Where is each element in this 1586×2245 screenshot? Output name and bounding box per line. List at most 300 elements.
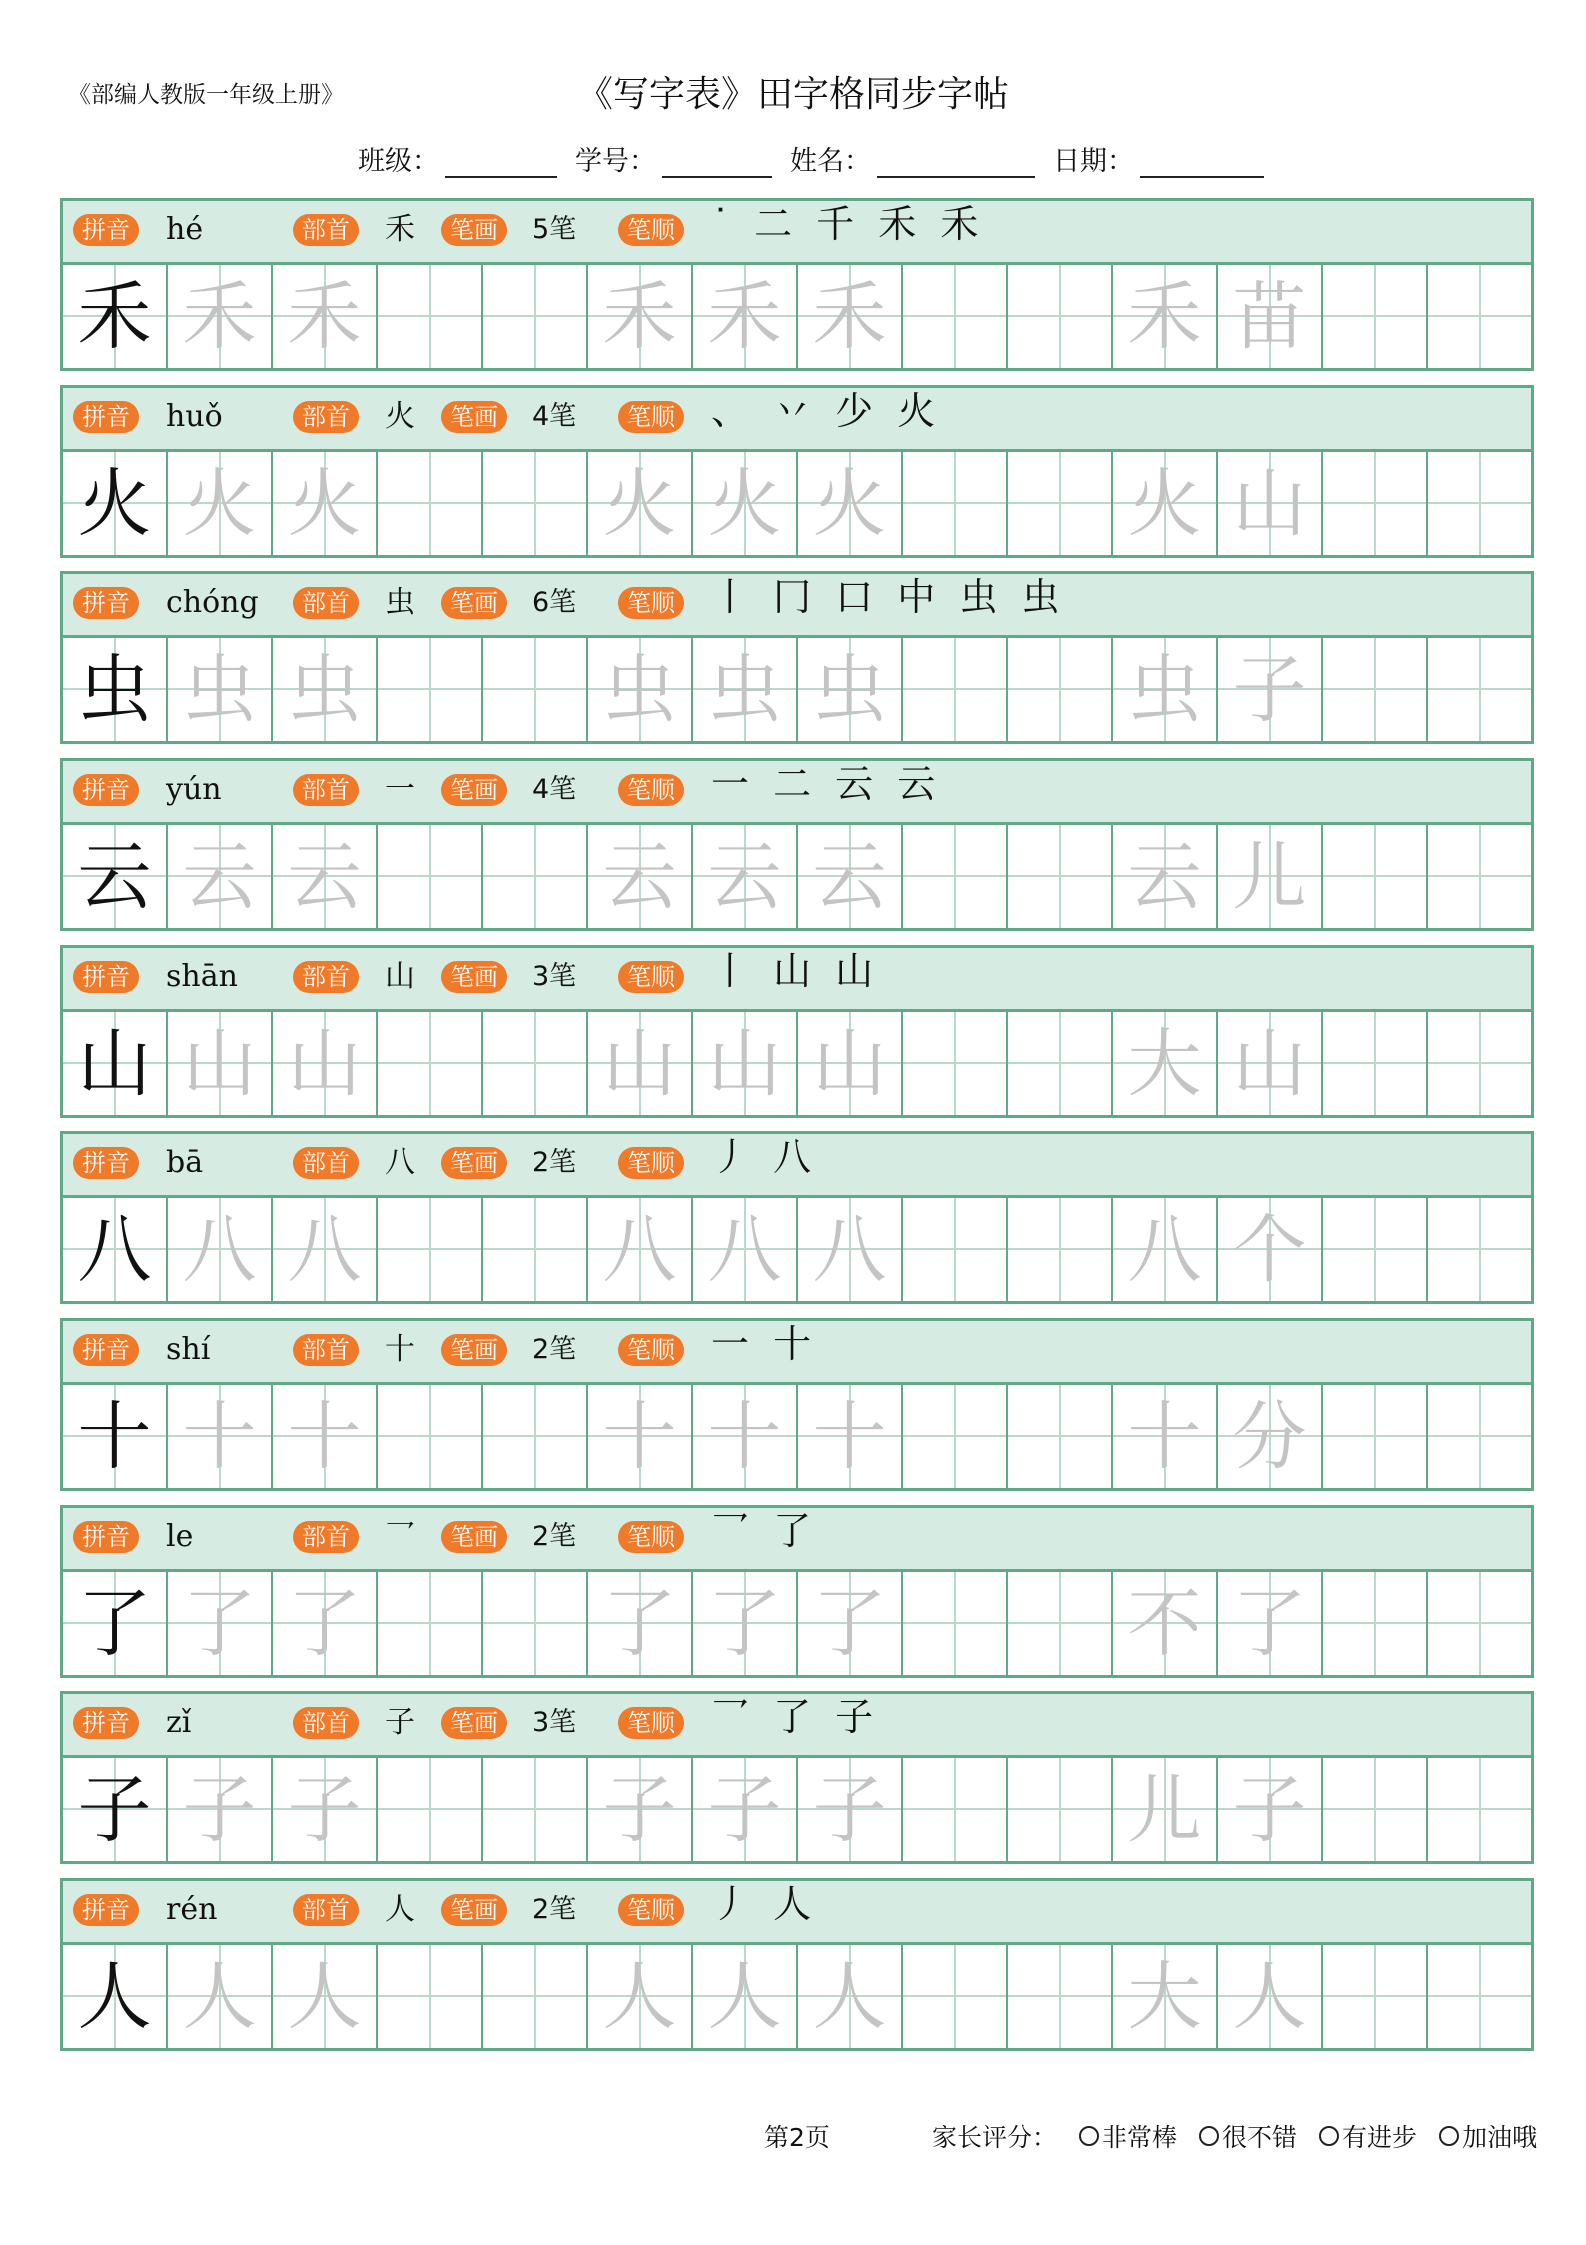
grid-cell — [693, 1572, 798, 1675]
rating-option-label: 非常棒 — [1102, 2123, 1178, 2152]
strokes-value: 6笔 — [532, 587, 577, 618]
grid-cell — [273, 825, 378, 928]
model-character: 山 — [77, 1020, 152, 1107]
order-badge: 笔顺 — [618, 1147, 684, 1179]
trace-character: 云 — [182, 833, 257, 920]
pinyin-badge: 拼音 — [73, 961, 139, 993]
circle-icon — [1439, 2126, 1459, 2146]
grid-cell — [273, 638, 378, 741]
grid-cell — [693, 452, 798, 555]
radical-badge: 部首 — [293, 401, 359, 433]
trace-character: 山 — [182, 1020, 257, 1107]
page-title: 《写字表》田字格同步字帖 — [576, 74, 1009, 115]
rating-option-label: 有进步 — [1342, 2123, 1418, 2152]
grid-cell[interactable] — [378, 1012, 483, 1115]
stroke-order: 乛 了 — [711, 1509, 818, 1553]
grid-cell[interactable] — [483, 265, 588, 368]
grid-cell[interactable] — [483, 1198, 588, 1301]
grid-cell[interactable] — [1323, 1572, 1428, 1675]
trace-character: 了 — [707, 1580, 782, 1667]
char-info-bar — [63, 948, 1531, 1012]
grid-cell[interactable] — [903, 265, 1008, 368]
student-no-line[interactable] — [662, 148, 772, 178]
strokes-badge: 笔画 — [441, 1707, 507, 1739]
strokes-badge: 笔画 — [441, 1147, 507, 1179]
radical-badge: 部首 — [293, 214, 359, 246]
trace-character: 八 — [812, 1206, 887, 1293]
date-line[interactable] — [1140, 148, 1264, 178]
trace-character: 子 — [182, 1766, 257, 1853]
grid-cell[interactable] — [1323, 1198, 1428, 1301]
trace-character: 人 — [812, 1953, 887, 2040]
circle-icon — [1319, 2126, 1339, 2146]
grid-cell — [588, 1385, 693, 1488]
grid-cell — [798, 1945, 903, 2048]
grid-cell — [1113, 1572, 1218, 1675]
word-character: 人 — [1232, 1953, 1307, 2040]
strokes-value: 2笔 — [532, 1521, 577, 1552]
class-label: 班级： — [358, 146, 439, 177]
grid-cell — [273, 1758, 378, 1861]
practice-grid — [63, 1385, 1531, 1488]
grid-cell[interactable] — [903, 1012, 1008, 1115]
trace-character: 火 — [287, 460, 362, 547]
pinyin-badge: 拼音 — [73, 1334, 139, 1366]
word-character: 十 — [1127, 1393, 1202, 1480]
grid-cell[interactable] — [903, 825, 1008, 928]
grid-cell — [693, 265, 798, 368]
radical-value: 一 — [385, 772, 415, 807]
stroke-order: 丿 人 — [711, 1882, 818, 1926]
trace-character: 山 — [812, 1020, 887, 1107]
grid-cell — [273, 1945, 378, 2048]
pinyin-value: shān — [166, 959, 238, 994]
grid-cell — [693, 1758, 798, 1861]
stroke-order: 丨 冂 口 中 虫 虫 — [711, 575, 1066, 619]
grid-cell — [1113, 1385, 1218, 1488]
word-character: 禾 — [1127, 273, 1202, 360]
char-block — [60, 758, 1534, 931]
grid-cell[interactable] — [1008, 265, 1113, 368]
grid-cell[interactable] — [483, 1758, 588, 1861]
grid-cell — [168, 1198, 273, 1301]
grid-cell — [798, 452, 903, 555]
word-character: 大 — [1127, 1953, 1202, 2040]
radical-value: 山 — [385, 959, 415, 994]
grid-cell[interactable] — [483, 638, 588, 741]
radical-badge: 部首 — [293, 774, 359, 806]
trace-character: 了 — [812, 1580, 887, 1667]
grid-cell[interactable] — [1428, 825, 1531, 928]
strokes-badge: 笔画 — [441, 214, 507, 246]
model-character: 了 — [77, 1580, 152, 1667]
word-character: 子 — [1232, 1766, 1307, 1853]
name-label: 姓名： — [790, 146, 871, 177]
grid-cell — [168, 825, 273, 928]
grid-cell — [1218, 1945, 1323, 2048]
radical-value: 禾 — [385, 212, 415, 247]
pinyin-badge: 拼音 — [73, 587, 139, 619]
grid-cell[interactable] — [1008, 1385, 1113, 1488]
grid-cell — [1218, 452, 1323, 555]
trace-character: 子 — [602, 1766, 677, 1853]
grid-cell[interactable] — [1428, 638, 1531, 741]
circle-icon — [1199, 2126, 1219, 2146]
grid-cell[interactable] — [378, 1385, 483, 1488]
grid-cell — [168, 1758, 273, 1861]
model-character: 云 — [77, 833, 152, 920]
trace-character: 十 — [707, 1393, 782, 1480]
stroke-order: 、 丷 少 火 — [711, 389, 942, 433]
grid-cell — [168, 638, 273, 741]
stroke-order: ˙ 二 千 禾 禾 — [711, 202, 985, 246]
grid-cell[interactable] — [1008, 452, 1113, 555]
trace-character: 火 — [602, 460, 677, 547]
order-badge: 笔顺 — [618, 961, 684, 993]
grid-cell[interactable] — [378, 638, 483, 741]
rating-option-label: 很不错 — [1222, 2123, 1298, 2152]
grid-cell — [63, 1198, 168, 1301]
practice-grid — [63, 825, 1531, 928]
trace-character: 十 — [182, 1393, 257, 1480]
rating-option-great[interactable] — [1079, 2118, 1177, 2154]
char-block — [60, 1131, 1534, 1304]
pinyin-badge: 拼音 — [73, 774, 139, 806]
pinyin-badge: 拼音 — [73, 1707, 139, 1739]
radical-badge: 部首 — [293, 961, 359, 993]
grid-cell[interactable] — [1008, 1945, 1113, 2048]
grid-cell[interactable] — [903, 1572, 1008, 1675]
radical-value: 人 — [385, 1892, 415, 1927]
char-info-bar — [63, 1694, 1531, 1758]
grid-cell — [168, 1572, 273, 1675]
grid-cell — [588, 638, 693, 741]
pinyin-badge: 拼音 — [73, 401, 139, 433]
order-badge: 笔顺 — [618, 401, 684, 433]
trace-character: 人 — [707, 1953, 782, 2040]
grid-cell — [798, 1198, 903, 1301]
grid-cell[interactable] — [1008, 1758, 1113, 1861]
pinyin-badge: 拼音 — [73, 1894, 139, 1926]
order-badge: 笔顺 — [618, 1707, 684, 1739]
word-character: 山 — [1232, 460, 1307, 547]
char-info-bar — [63, 1881, 1531, 1945]
rating-label: 家长评分： — [932, 2123, 1058, 2152]
grid-cell[interactable] — [1323, 1758, 1428, 1861]
practice-grid — [63, 1198, 1531, 1301]
strokes-value: 3笔 — [532, 961, 577, 992]
grid-cell[interactable] — [1428, 452, 1531, 555]
grid-cell — [63, 265, 168, 368]
trace-character: 禾 — [707, 273, 782, 360]
grid-cell[interactable] — [1323, 265, 1428, 368]
practice-grid — [63, 1012, 1531, 1115]
grid-cell — [588, 1012, 693, 1115]
order-badge: 笔顺 — [618, 214, 684, 246]
grid-cell — [273, 452, 378, 555]
char-info-bar — [63, 1134, 1531, 1198]
pinyin-value: rén — [166, 1892, 218, 1927]
strokes-badge: 笔画 — [441, 1334, 507, 1366]
strokes-badge: 笔画 — [441, 401, 507, 433]
trace-character: 火 — [707, 460, 782, 547]
pinyin-value: chóng — [166, 585, 259, 620]
radical-value: 虫 — [385, 585, 415, 620]
word-character: 虫 — [1127, 646, 1202, 733]
pinyin-badge: 拼音 — [73, 214, 139, 246]
date-label: 日期： — [1053, 146, 1134, 177]
grid-cell — [1218, 1198, 1323, 1301]
name-field[interactable] — [790, 139, 1035, 178]
grid-cell[interactable] — [483, 825, 588, 928]
rating-option-progress[interactable] — [1319, 2118, 1417, 2154]
word-character: 火 — [1127, 460, 1202, 547]
grid-cell — [693, 1385, 798, 1488]
grid-cell[interactable] — [1008, 1012, 1113, 1115]
grid-cell — [588, 825, 693, 928]
grid-cell[interactable] — [483, 1945, 588, 2048]
grid-cell — [798, 1012, 903, 1115]
strokes-value: 4笔 — [532, 401, 577, 432]
pinyin-value: huǒ — [166, 399, 223, 434]
pinyin-value: zǐ — [166, 1705, 192, 1740]
trace-character: 云 — [812, 833, 887, 920]
trace-character: 虫 — [287, 646, 362, 733]
grid-cell[interactable] — [483, 1572, 588, 1675]
class-field[interactable] — [358, 139, 557, 178]
trace-character: 了 — [287, 1580, 362, 1667]
grid-cell — [1218, 1385, 1323, 1488]
trace-character: 子 — [812, 1766, 887, 1853]
trace-character: 八 — [182, 1206, 257, 1293]
name-line[interactable] — [877, 148, 1035, 178]
edition-label: 《部编人教版一年级上册》 — [68, 82, 344, 108]
grid-cell — [1113, 825, 1218, 928]
model-character: 火 — [77, 460, 152, 547]
trace-character: 八 — [287, 1206, 362, 1293]
practice-grid — [63, 1572, 1531, 1675]
grid-cell — [63, 1758, 168, 1861]
word-character: 分 — [1232, 1393, 1307, 1480]
model-character: 八 — [77, 1206, 152, 1293]
grid-cell[interactable] — [1008, 825, 1113, 928]
order-badge: 笔顺 — [618, 1334, 684, 1366]
trace-character: 人 — [287, 1953, 362, 2040]
trace-character: 子 — [707, 1766, 782, 1853]
strokes-badge: 笔画 — [441, 587, 507, 619]
grid-cell[interactable] — [378, 265, 483, 368]
grid-cell — [63, 638, 168, 741]
grid-cell[interactable] — [378, 1758, 483, 1861]
class-line[interactable] — [445, 148, 557, 178]
rating-option-keepgoing[interactable] — [1439, 2118, 1537, 2154]
pinyin-value: le — [166, 1519, 194, 1554]
char-block — [60, 571, 1534, 744]
strokes-value: 3笔 — [532, 1707, 577, 1738]
model-character: 十 — [77, 1393, 152, 1480]
rating-option-label: 加油哦 — [1462, 2123, 1538, 2152]
trace-character: 八 — [707, 1206, 782, 1293]
trace-character: 山 — [707, 1020, 782, 1107]
radical-value: 八 — [385, 1145, 415, 1180]
char-block — [60, 385, 1534, 558]
grid-cell[interactable] — [903, 1945, 1008, 2048]
stroke-order: 丿 八 — [711, 1135, 818, 1179]
trace-character: 虫 — [182, 646, 257, 733]
grid-cell[interactable] — [1428, 1758, 1531, 1861]
grid-cell — [273, 1385, 378, 1488]
trace-character: 人 — [182, 1953, 257, 2040]
grid-cell — [588, 452, 693, 555]
grid-cell[interactable] — [378, 825, 483, 928]
char-block — [60, 1318, 1534, 1491]
char-block — [60, 1691, 1534, 1864]
practice-grid — [63, 265, 1531, 368]
pinyin-value: bā — [166, 1145, 204, 1180]
grid-cell — [168, 265, 273, 368]
grid-cell — [693, 825, 798, 928]
grid-cell — [798, 825, 903, 928]
trace-character: 火 — [812, 460, 887, 547]
trace-character: 了 — [602, 1580, 677, 1667]
strokes-value: 2笔 — [532, 1894, 577, 1925]
radical-value: 十 — [385, 1332, 415, 1367]
pinyin-value: shí — [166, 1332, 211, 1367]
grid-cell[interactable] — [378, 452, 483, 555]
trace-character: 云 — [602, 833, 677, 920]
grid-cell — [1113, 1945, 1218, 2048]
strokes-value: 2笔 — [532, 1334, 577, 1365]
trace-character: 云 — [707, 833, 782, 920]
practice-grid — [63, 638, 1531, 741]
trace-character: 虫 — [812, 646, 887, 733]
grid-cell — [1113, 1758, 1218, 1861]
grid-cell[interactable] — [903, 1198, 1008, 1301]
pinyin-value: hé — [166, 212, 204, 247]
grid-cell[interactable] — [1323, 638, 1428, 741]
model-character: 子 — [77, 1766, 152, 1853]
grid-cell[interactable] — [903, 1758, 1008, 1861]
word-character: 子 — [1232, 646, 1307, 733]
trace-character: 虫 — [707, 646, 782, 733]
radical-badge: 部首 — [293, 1334, 359, 1366]
grid-cell[interactable] — [1008, 1198, 1113, 1301]
order-badge: 笔顺 — [618, 1894, 684, 1926]
grid-cell[interactable] — [1323, 1385, 1428, 1488]
strokes-badge: 笔画 — [441, 774, 507, 806]
char-info-bar — [63, 1321, 1531, 1385]
word-character: 儿 — [1127, 1766, 1202, 1853]
grid-cell — [798, 638, 903, 741]
grid-cell — [693, 1012, 798, 1115]
char-info-bar — [63, 761, 1531, 825]
date-field[interactable] — [1053, 139, 1264, 178]
strokes-badge: 笔画 — [441, 1894, 507, 1926]
grid-cell[interactable] — [903, 638, 1008, 741]
trace-character: 火 — [182, 460, 257, 547]
word-character: 个 — [1232, 1206, 1307, 1293]
grid-cell — [798, 1572, 903, 1675]
trace-character: 禾 — [602, 273, 677, 360]
rating-option-good[interactable] — [1199, 2118, 1297, 2154]
word-character: 大 — [1127, 1020, 1202, 1107]
grid-cell — [1113, 1012, 1218, 1115]
trace-character: 云 — [287, 833, 362, 920]
student-no-field[interactable] — [575, 139, 772, 178]
grid-cell[interactable] — [1323, 825, 1428, 928]
grid-cell[interactable] — [483, 452, 588, 555]
grid-cell — [693, 1945, 798, 2048]
grid-cell[interactable] — [483, 1385, 588, 1488]
strokes-value: 2笔 — [532, 1147, 577, 1178]
grid-cell — [588, 1945, 693, 2048]
word-character: 云 — [1127, 833, 1202, 920]
grid-cell — [273, 1198, 378, 1301]
radical-value: 子 — [385, 1705, 415, 1740]
radical-badge: 部首 — [293, 1147, 359, 1179]
grid-cell — [1218, 1012, 1323, 1115]
grid-cell — [168, 1945, 273, 2048]
trace-character: 十 — [602, 1393, 677, 1480]
grid-cell[interactable] — [903, 1385, 1008, 1488]
grid-cell — [63, 1385, 168, 1488]
grid-cell — [63, 452, 168, 555]
grid-cell — [1218, 825, 1323, 928]
grid-cell[interactable] — [378, 1572, 483, 1675]
radical-badge: 部首 — [293, 1521, 359, 1553]
order-badge: 笔顺 — [618, 587, 684, 619]
grid-cell — [63, 1012, 168, 1115]
grid-cell — [588, 1758, 693, 1861]
grid-cell — [168, 1012, 273, 1115]
grid-cell — [273, 1572, 378, 1675]
strokes-value: 4笔 — [532, 774, 577, 805]
grid-cell[interactable] — [483, 1012, 588, 1115]
char-info-bar — [63, 388, 1531, 452]
grid-cell[interactable] — [1428, 1012, 1531, 1115]
word-character: 不 — [1127, 1580, 1202, 1667]
stroke-order: 乛 了 子 — [711, 1695, 880, 1739]
pinyin-badge: 拼音 — [73, 1521, 139, 1553]
info-fields — [358, 139, 1282, 178]
grid-cell — [63, 1572, 168, 1675]
grid-cell[interactable] — [1428, 1385, 1531, 1488]
char-block — [60, 1878, 1534, 2051]
grid-cell[interactable] — [1428, 1945, 1531, 2048]
grid-cell — [63, 1945, 168, 2048]
grid-cell — [798, 1385, 903, 1488]
grid-cell[interactable] — [903, 452, 1008, 555]
grid-cell — [798, 1758, 903, 1861]
grid-cell — [273, 1012, 378, 1115]
grid-cell[interactable] — [1323, 452, 1428, 555]
grid-cell[interactable] — [378, 1198, 483, 1301]
grid-cell[interactable] — [1008, 1572, 1113, 1675]
grid-cell[interactable] — [1323, 1012, 1428, 1115]
grid-cell — [1218, 1572, 1323, 1675]
grid-cell[interactable] — [1008, 638, 1113, 741]
grid-cell — [63, 825, 168, 928]
trace-character: 禾 — [287, 273, 362, 360]
word-character: 儿 — [1232, 833, 1307, 920]
grid-cell[interactable] — [1428, 265, 1531, 368]
grid-cell — [168, 452, 273, 555]
grid-cell[interactable] — [378, 1945, 483, 2048]
grid-cell[interactable] — [1428, 1198, 1531, 1301]
grid-cell[interactable] — [1323, 1945, 1428, 2048]
grid-cell[interactable] — [1428, 1572, 1531, 1675]
char-block — [60, 1505, 1534, 1678]
